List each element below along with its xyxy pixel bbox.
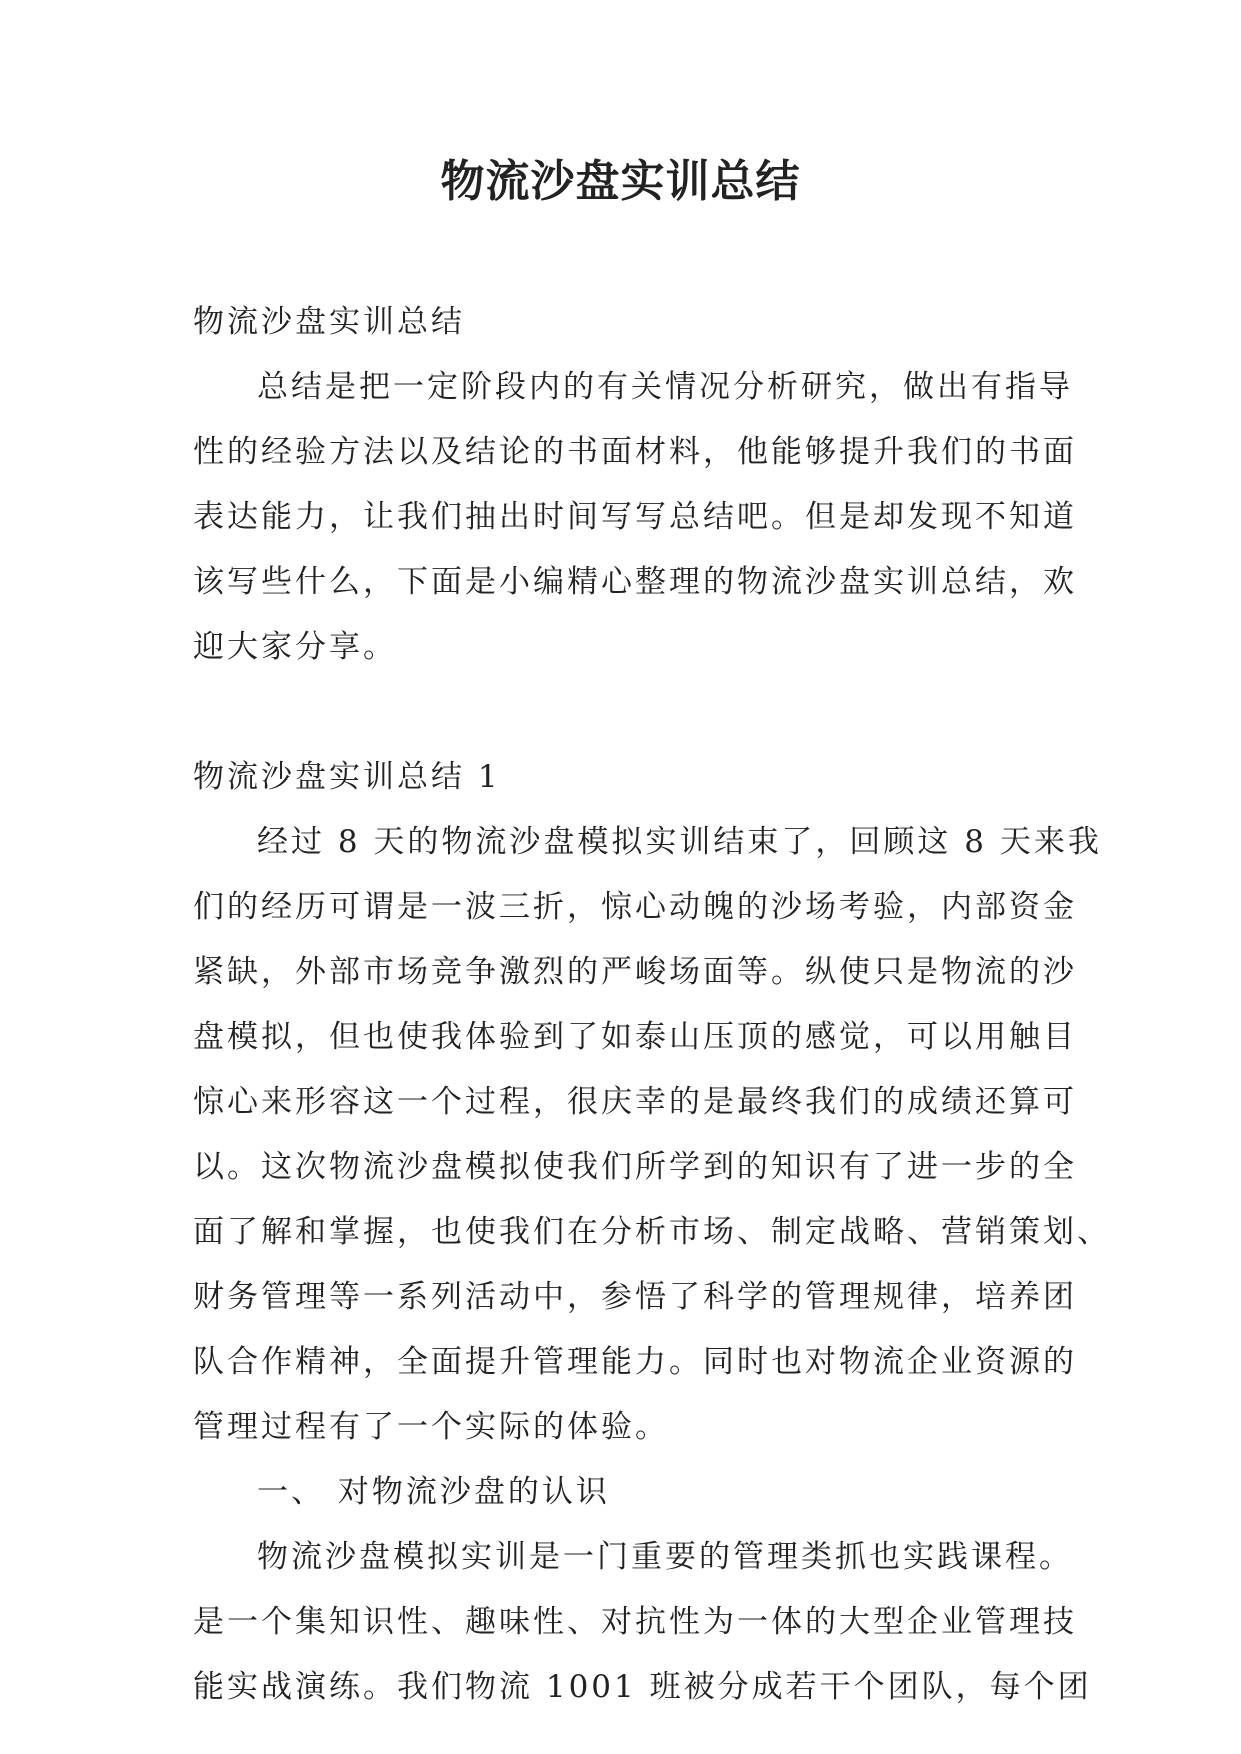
section-line: 财务管理等一系列活动中，参悟了科学的管理规律，培养团 — [193, 1279, 1077, 1315]
section-line: 管理过程有了一个实际的体验。 — [193, 1409, 669, 1445]
section-subheading: 一、 对物流沙盘的认识 — [257, 1474, 610, 1510]
intro-line: 迎大家分享。 — [193, 629, 397, 665]
section-line: 能实战演练。我们物流 1001 班被分成若干个团队，每个团 — [193, 1669, 1092, 1705]
document-title: 物流沙盘实训总结 — [440, 156, 801, 207]
section-line: 盘模拟，但也使我体验到了如泰山压顶的感觉，可以用触目 — [193, 1019, 1077, 1055]
section-line: 是一个集知识性、趣味性、对抗性为一体的大型企业管理技 — [193, 1604, 1077, 1640]
section-heading: 物流沙盘实训总结 1 — [193, 759, 501, 795]
document-body — [193, 290, 1111, 1720]
intro-line: 表达能力，让我们抽出时间写写总结吧。但是却发现不知道 — [193, 499, 1077, 535]
intro-line: 性的经验方法以及结论的书面材料，他能够提升我们的书面 — [193, 434, 1077, 470]
section-line: 面了解和掌握，也使我们在分析市场、制定战略、营销策划、 — [193, 1214, 1111, 1250]
section-line: 以。这次物流沙盘模拟使我们所学到的知识有了进一步的全 — [193, 1149, 1077, 1185]
section-line: 经过 8 天的物流沙盘模拟实训结束了，回顾这 8 天来我 — [257, 824, 1102, 860]
intro-line: 总结是把一定阶段内的有关情况分析研究，做出有指导 — [257, 369, 1073, 405]
intro-subtitle: 物流沙盘实训总结 — [193, 304, 465, 340]
section-line: 队合作精神，全面提升管理能力。同时也对物流企业资源的 — [193, 1344, 1077, 1380]
paragraph-gap — [193, 680, 1063, 745]
section-line: 物流沙盘模拟实训是一门重要的管理类抓也实践课程。 — [257, 1539, 1073, 1575]
section-line: 惊心来形容这一个过程，很庆幸的是最终我们的成绩还算可 — [193, 1084, 1077, 1120]
section-line: 紧缺，外部市场竞争激烈的严峻场面等。纵使只是物流的沙 — [193, 954, 1077, 990]
section-line: 们的经历可谓是一波三折，惊心动魄的沙场考验，内部资金 — [193, 889, 1077, 925]
intro-line: 该写些什么，下面是小编精心整理的物流沙盘实训总结，欢 — [193, 564, 1077, 600]
